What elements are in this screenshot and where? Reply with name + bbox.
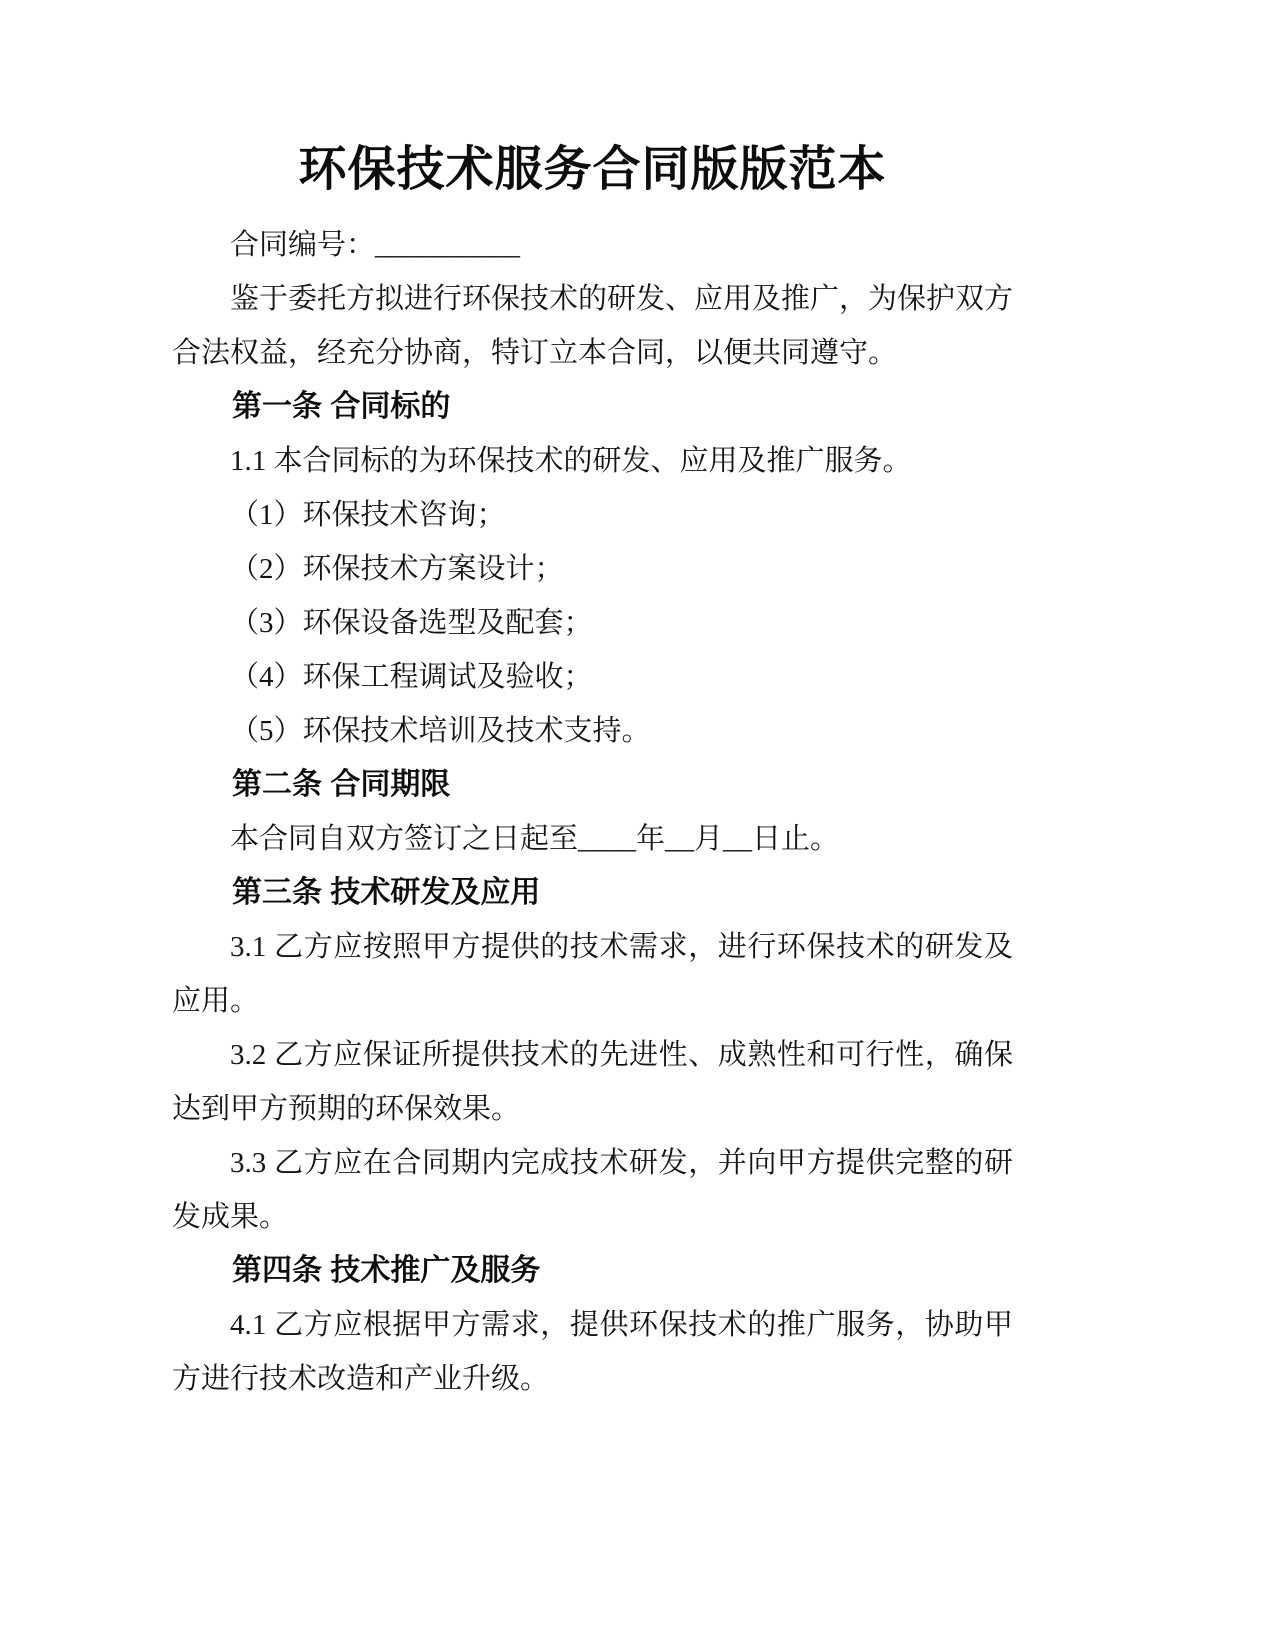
contract-number-label: 合同编号： (230, 229, 376, 261)
contract-number-line (172, 218, 1013, 272)
clause-1-1: 1.1 本合同标的为环保技术的研发、应用及推广服务。 (230, 445, 912, 477)
section-1-heading: 第一条 合同标的 (232, 390, 451, 423)
clause-1-item-4: （4）环保工程调试及验收； (230, 661, 593, 693)
clause-1-item-1: （1）环保技术咨询； (230, 499, 506, 531)
section-2-heading: 第二条 合同期限 (232, 768, 451, 801)
clause-3-3: 3.3 乙方应在合同期内完成技术研发，并向甲方提供完整的研发成果。 (172, 1147, 1013, 1233)
document-title: 环保技术服务合同版版范本 (298, 143, 887, 196)
clause-1-item-5: （5）环保技术培训及技术支持。 (230, 715, 651, 747)
clause-1-item-2: （2）环保技术方案设计； (230, 553, 564, 585)
clause-3-2: 3.2 乙方应保证所提供技术的先进性、成熟性和可行性，确保达到甲方预期的环保效果。 (172, 1039, 1013, 1125)
clause-1-item-3: （3）环保设备选型及配套； (230, 607, 593, 639)
contract-number-blank: __________ (375, 229, 521, 261)
clause-3-1: 3.1 乙方应按照甲方提供的技术需求，进行环保技术的研发及应用。 (172, 931, 1013, 1017)
clause-4-1: 4.1 乙方应根据甲方需求，提供环保技术的推广服务，协助甲方进行技术改造和产业升级。 (172, 1309, 1013, 1395)
section-3-heading: 第三条 技术研发及应用 (232, 876, 541, 909)
preamble-paragraph: 鉴于委托方拟进行环保技术的研发、应用及推广，为保护双方合法权益，经充分协商，特订立本合同，以便共同遵守。 (172, 283, 1014, 369)
section-4-heading: 第四条 技术推广及服务 (232, 1254, 541, 1287)
clause-2-term: 本合同自双方签订之日起至____年__月__日止。 (230, 823, 840, 855)
